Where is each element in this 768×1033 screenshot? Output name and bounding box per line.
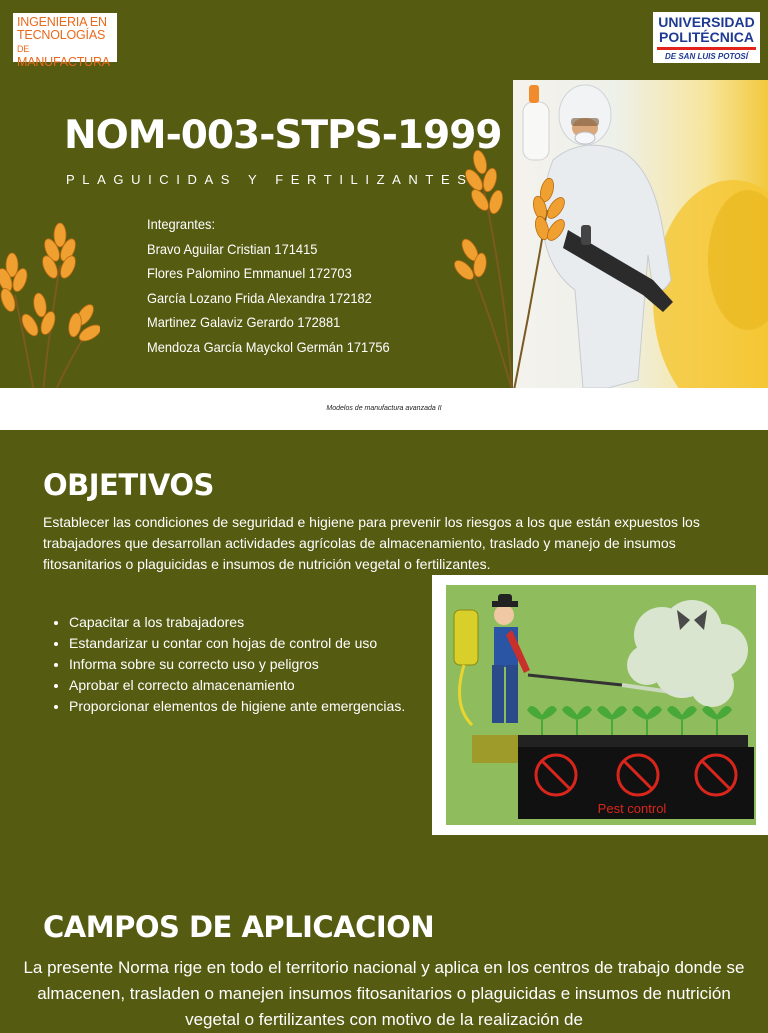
university-logo-line3: DE SAN LUIS POTOSÍ <box>665 52 748 61</box>
members-label: Integrantes: <box>147 216 216 232</box>
course-band <box>0 388 768 430</box>
member-item: García Lozano Frida Alexandra 172182 <box>147 289 372 306</box>
university-logo <box>653 12 760 63</box>
program-logo-line2: TECNOLOGÍAS <box>17 28 106 42</box>
program-logo <box>13 13 117 69</box>
objetivos-bullet-list <box>58 612 409 717</box>
university-logo-line1: UNIVERSIDAD <box>658 14 755 30</box>
program-logo-de: DE <box>17 44 30 54</box>
program-logo-line3: MANUFACTURA <box>17 55 110 69</box>
page-subtitle: PLAGUICIDAS Y FERTILIZANTES <box>66 172 474 187</box>
page-title: NOM-003-STPS-1999 <box>64 113 502 158</box>
member-item: Martinez Galaviz Gerardo 172881 <box>147 314 341 330</box>
member-item: Bravo Aguilar Cristian 171415 <box>147 240 318 257</box>
member-item: Mendoza García Mayckol Germán 171756 <box>147 338 390 355</box>
list-item: • Capacitar a los trabajadores <box>69 612 409 633</box>
pest-control-illustration <box>432 575 768 835</box>
pest-control-caption: Pest control <box>597 801 667 816</box>
list-item: • Informa sobre su correcto uso y peligros <box>69 654 409 675</box>
university-logo-bar <box>657 47 756 50</box>
course-name: Modelos de manufactura avanzada II <box>326 405 442 412</box>
objetivos-heading: OBJETIVOS <box>43 468 214 502</box>
list-item: • Estandarizar u contar con hojas de control de uso <box>69 633 409 654</box>
program-logo-line1: INGENIERIA EN <box>17 15 107 29</box>
campos-heading: CAMPOS DE APLICACION <box>43 910 435 944</box>
list-item: • Aprobar el correcto almacenamiento <box>69 675 409 696</box>
member-item: Flores Palomino Emmanuel 172703 <box>147 265 352 281</box>
objetivos-paragraph: Establecer las condiciones de seguridad e higiene para prevenir los riesgos a los que están expuestos los trabajadores que desarrollan actividades agrícolas de almacenamiento, traslado y manejo de insumos fitosanitarios o plaguicidas e insumos de nutrición vegetal o fertilizantes. <box>43 514 700 572</box>
list-item: • Proporcionar elementos de higiene ante emergencias. <box>69 696 409 717</box>
members-list <box>147 212 390 359</box>
campos-paragraph: La presente Norma rige en todo el territorio nacional y aplica en los centros de trabajo donde se almacenen, trasladen o manejen insumos fitosanitarios o plaguicidas e insumos de nutrición vegetal o fertilizantes con motivo de la realización de <box>23 958 745 1029</box>
university-logo-line2: POLITÉCNICA <box>659 29 754 45</box>
